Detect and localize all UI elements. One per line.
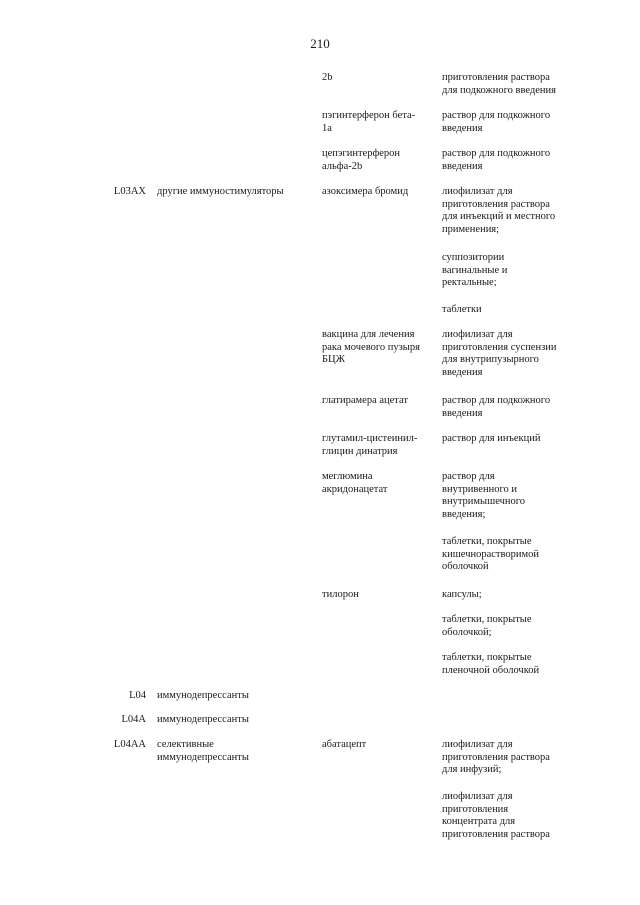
drug-name: абатацепт xyxy=(322,739,367,750)
dosage-form: суппозитории вагинальные и ректальные; xyxy=(442,252,508,289)
dosage-form: лиофилизат для приготовления раствора для инъекций и местного применения; xyxy=(442,186,556,235)
drug-name: глутамил-цистеинил- глицин динатрия xyxy=(322,433,418,457)
dosage-form: приготовления раствора для подкожного введения xyxy=(442,72,556,96)
dosage-form: раствор для подкожного введения xyxy=(442,148,551,172)
group-name: иммунодепрессанты xyxy=(157,690,249,701)
atc-code: L04A xyxy=(121,714,146,725)
dosage-form: лиофилизат для приготовления концентрата для приготовления раствора xyxy=(442,791,550,840)
dosage-form: таблетки, покрытые кишечнорастворимой оболочкой xyxy=(442,536,540,573)
drug-name: цепэгинтерферон альфа-2b xyxy=(322,148,401,172)
atc-code: L04 xyxy=(129,690,146,701)
dosage-form: лиофилизат для приготовления раствора для инфузий; xyxy=(442,739,550,776)
group-name: другие иммуностимуляторы xyxy=(157,186,284,197)
drug-name: меглюмина акридонацетат xyxy=(322,471,388,495)
atc-code: L04AA xyxy=(113,739,146,750)
drug-name: вакцина для лечения рака мочевого пузыря БЦЖ xyxy=(322,329,420,366)
dosage-form: раствор для подкожного введения xyxy=(442,395,551,419)
dosage-form: раствор для внутривенного и внутримышечного введения; xyxy=(442,471,526,520)
drug-name: пэгинтерферон бета- 1a xyxy=(322,110,416,134)
dosage-form: таблетки, покрытые пленочной оболочкой xyxy=(442,652,540,676)
group-name: селективные иммунодепрессанты xyxy=(157,739,249,763)
drug-name: глатирамера ацетат xyxy=(322,395,408,406)
drug-name: азоксимера бромид xyxy=(322,186,409,197)
dosage-form: раствор для инъекций xyxy=(442,433,541,444)
dosage-form: таблетки xyxy=(442,304,482,315)
drug-name: тилорон xyxy=(322,589,359,600)
group-name: иммунодепрессанты xyxy=(157,714,249,725)
dosage-form: капсулы; xyxy=(442,589,482,600)
dosage-form: таблетки, покрытые оболочкой; xyxy=(442,614,532,638)
page-number: 210 xyxy=(310,36,330,51)
atc-code: L03AX xyxy=(113,186,146,197)
drug-name: 2b xyxy=(322,72,333,83)
dosage-form: раствор для подкожного введения xyxy=(442,110,551,134)
dosage-form: лиофилизат для приготовления суспензии для внутрипузырного введения xyxy=(442,329,557,378)
